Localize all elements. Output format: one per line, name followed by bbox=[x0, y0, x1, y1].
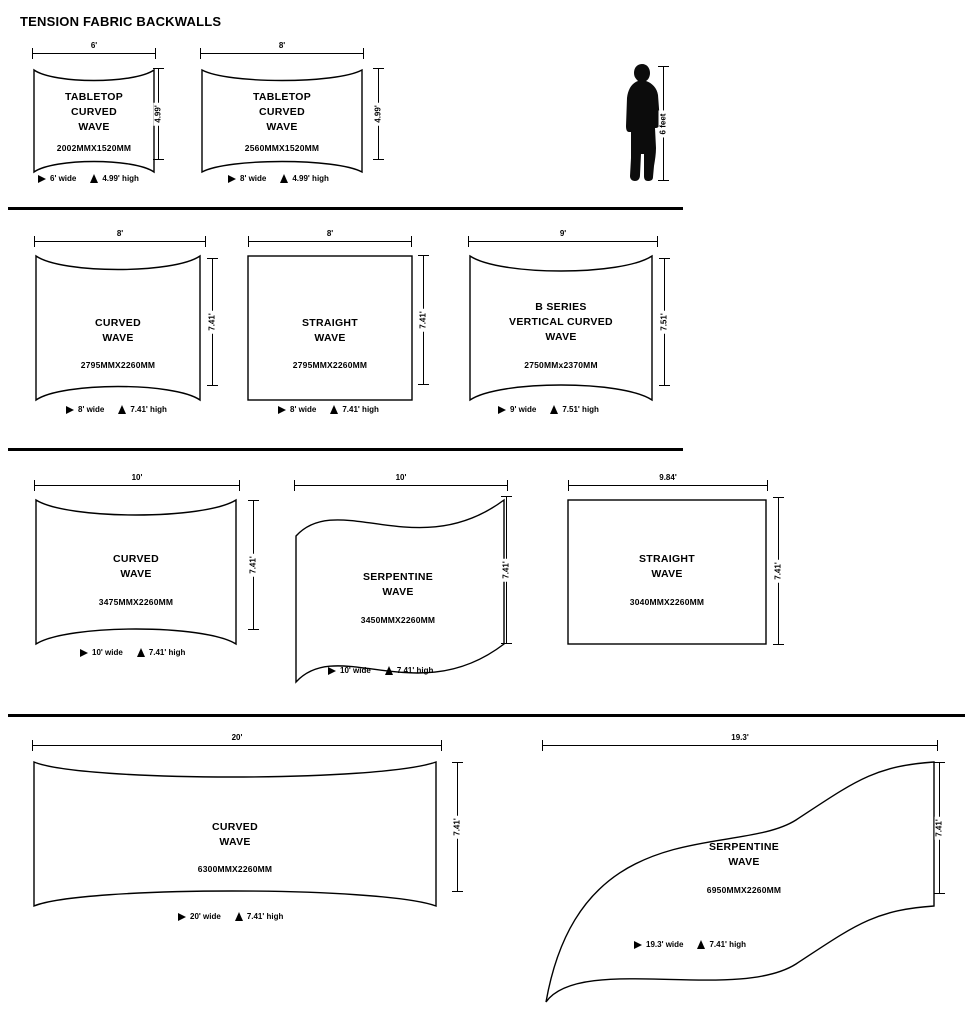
legend-height: 7.41' high bbox=[709, 940, 747, 949]
legend-height: 7.41' high bbox=[396, 666, 434, 675]
arrow-up-icon bbox=[697, 940, 705, 949]
diagram-item-curved-wave-10 bbox=[28, 473, 244, 670]
width-dimension bbox=[542, 733, 938, 750]
height-dimension-straight-wave-8 bbox=[418, 255, 428, 385]
dimension-line bbox=[32, 53, 156, 54]
arrow-right-icon bbox=[328, 667, 336, 675]
diagram-item-serpentine-wave-19-3 bbox=[536, 733, 952, 1020]
width-value: 20' bbox=[32, 733, 442, 742]
legend-width: 10' wide bbox=[92, 648, 123, 657]
arrow-right-icon bbox=[80, 649, 88, 657]
size-mm: 2795MMX2260MM bbox=[80, 360, 156, 370]
height-dimension-serpentine-19-3 bbox=[934, 762, 944, 894]
legend-width: 19.3' wide bbox=[646, 940, 684, 949]
height-value: 7.41' bbox=[935, 816, 944, 839]
arrow-up-icon bbox=[550, 405, 558, 414]
height-value: 7.51' bbox=[660, 310, 669, 333]
legend-height: 7.41' high bbox=[246, 912, 284, 921]
product-name: SERPENTINE WAVE bbox=[708, 841, 780, 868]
arrow-up-icon bbox=[280, 174, 288, 183]
legend-width: 6' wide bbox=[50, 174, 77, 183]
diagram-item-tabletop-curved-wave-8 bbox=[196, 41, 368, 188]
diagram-item-b-series-vertical-curved-wave-9 bbox=[462, 229, 660, 416]
arrow-right-icon bbox=[278, 406, 286, 414]
arrow-right-icon bbox=[498, 406, 506, 414]
height-value: 7.41' bbox=[208, 310, 217, 333]
height-dimension-curved-wave-20 bbox=[452, 762, 462, 892]
width-value: 6' bbox=[32, 41, 156, 50]
width-dimension bbox=[294, 473, 508, 490]
width-value: 19.3' bbox=[542, 733, 938, 742]
height-dimension-serpentine-10 bbox=[501, 496, 511, 644]
arrow-up-icon bbox=[385, 666, 393, 675]
dimension-line bbox=[34, 241, 206, 242]
height-value: 7.41' bbox=[249, 553, 258, 576]
legend-width: 9' wide bbox=[510, 405, 537, 414]
arrow-right-icon bbox=[178, 913, 186, 921]
legend-width: 10' wide bbox=[340, 666, 371, 675]
size-mm: 2750MMx2370MM bbox=[524, 360, 598, 370]
diagram-item-straight-wave-9-84 bbox=[562, 473, 772, 670]
size-mm: 3450MMX2260MM bbox=[360, 615, 436, 625]
width-value: 8' bbox=[200, 41, 364, 50]
arrow-up-icon bbox=[90, 174, 98, 183]
legend-curved-wave-20 bbox=[178, 912, 285, 921]
width-value: 8' bbox=[34, 229, 206, 238]
dimension-line bbox=[294, 485, 508, 486]
product-name: CURVED WAVE bbox=[95, 317, 141, 344]
width-dimension bbox=[248, 229, 412, 246]
dimension-line bbox=[34, 485, 240, 486]
size-mm: 3475MMX2260MM bbox=[98, 597, 174, 607]
size-mm: 2795MMX2260MM bbox=[292, 360, 368, 370]
width-dimension bbox=[32, 733, 442, 750]
row-divider-2 bbox=[8, 448, 683, 451]
diagram-item-curved-wave-20 bbox=[22, 733, 448, 940]
product-name: STRAIGHT WAVE bbox=[301, 317, 359, 344]
legend-curved-wave-10 bbox=[80, 648, 187, 657]
width-dimension bbox=[32, 41, 156, 58]
legend-width: 8' wide bbox=[290, 405, 317, 414]
arrow-right-icon bbox=[634, 941, 642, 949]
legend-tabletop-curved-wave-8 bbox=[228, 174, 331, 183]
legend-width: 8' wide bbox=[78, 405, 105, 414]
width-value: 9.84' bbox=[568, 473, 768, 482]
arrow-right-icon bbox=[38, 175, 46, 183]
height-dimension-tabletop-6 bbox=[153, 68, 163, 160]
dimension-line bbox=[32, 745, 442, 746]
product-name: SERPENTINE WAVE bbox=[362, 571, 434, 598]
legend-b-series-9 bbox=[498, 405, 601, 414]
height-value: 7.41' bbox=[419, 308, 428, 331]
page-title: TENSION FABRIC BACKWALLS bbox=[20, 14, 222, 29]
height-dimension-straight-wave-9-84 bbox=[773, 497, 783, 645]
height-dimension-curved-wave-10 bbox=[248, 500, 258, 630]
person-height-value: 6 feet bbox=[659, 110, 668, 137]
legend-tabletop-curved-wave-6 bbox=[38, 174, 141, 183]
arrow-up-icon bbox=[118, 405, 126, 414]
dimension-line bbox=[568, 485, 768, 486]
width-dimension bbox=[34, 229, 206, 246]
width-value: 8' bbox=[248, 229, 412, 238]
legend-straight-wave-8 bbox=[278, 405, 381, 414]
size-mm: 6300MMX2260MM bbox=[197, 864, 273, 874]
arrow-up-icon bbox=[330, 405, 338, 414]
dimension-line bbox=[248, 241, 412, 242]
size-mm: 2002MMX1520MM bbox=[56, 143, 132, 153]
size-mm: 3040MMX2260MM bbox=[629, 597, 705, 607]
height-dimension-b-series-9 bbox=[659, 258, 669, 386]
arrow-right-icon bbox=[228, 175, 236, 183]
legend-curved-wave-8 bbox=[66, 405, 169, 414]
arrow-up-icon bbox=[235, 912, 243, 921]
diagram-item-curved-wave-8 bbox=[28, 229, 208, 416]
person-height-dimension bbox=[658, 66, 668, 181]
height-value: 4.99' bbox=[154, 102, 163, 125]
dimension-line bbox=[542, 745, 938, 746]
diagram-item-straight-wave-8 bbox=[244, 229, 416, 416]
legend-width: 8' wide bbox=[240, 174, 267, 183]
legend-serpentine-wave-10 bbox=[328, 666, 435, 675]
product-name: B SERIES VERTICAL CURVED WAVE bbox=[509, 301, 613, 343]
height-value: 7.41' bbox=[453, 815, 462, 838]
dimension-line bbox=[468, 241, 658, 242]
row-divider-3 bbox=[8, 714, 965, 717]
height-value: 4.99' bbox=[374, 102, 383, 125]
dimension-line bbox=[200, 53, 364, 54]
product-name: STRAIGHT WAVE bbox=[638, 553, 696, 580]
product-name: CURVED WAVE bbox=[113, 553, 159, 580]
size-mm: 2560MMX1520MM bbox=[244, 143, 320, 153]
width-dimension bbox=[200, 41, 364, 58]
size-mm: 6950MMX2260MM bbox=[706, 885, 782, 895]
legend-height: 4.99' high bbox=[102, 174, 139, 183]
legend-width: 20' wide bbox=[190, 912, 221, 921]
row-divider-1 bbox=[8, 207, 683, 210]
legend-height: 7.41' high bbox=[130, 405, 167, 414]
arrow-right-icon bbox=[66, 406, 74, 414]
legend-height: 7.51' high bbox=[562, 405, 599, 414]
legend-height: 4.99' high bbox=[292, 174, 329, 183]
product-name: TABLETOP CURVED WAVE bbox=[64, 91, 123, 133]
height-value: 7.41' bbox=[774, 559, 783, 582]
legend-height: 7.41' high bbox=[148, 648, 186, 657]
product-name: TABLETOP CURVED WAVE bbox=[252, 91, 311, 133]
width-value: 10' bbox=[34, 473, 240, 482]
width-value: 9' bbox=[468, 229, 658, 238]
diagram-item-tabletop-curved-wave-6 bbox=[28, 41, 160, 188]
width-dimension bbox=[468, 229, 658, 246]
height-value: 7.41' bbox=[502, 558, 511, 581]
height-dimension-curved-wave-8 bbox=[207, 258, 217, 386]
product-name: CURVED WAVE bbox=[212, 821, 258, 848]
height-dimension-tabletop-8 bbox=[373, 68, 383, 160]
legend-serpentine-wave-19-3 bbox=[634, 940, 748, 949]
arrow-up-icon bbox=[137, 648, 145, 657]
width-dimension bbox=[34, 473, 240, 490]
width-dimension bbox=[568, 473, 768, 490]
width-value: 10' bbox=[294, 473, 508, 482]
legend-height: 7.41' high bbox=[342, 405, 379, 414]
